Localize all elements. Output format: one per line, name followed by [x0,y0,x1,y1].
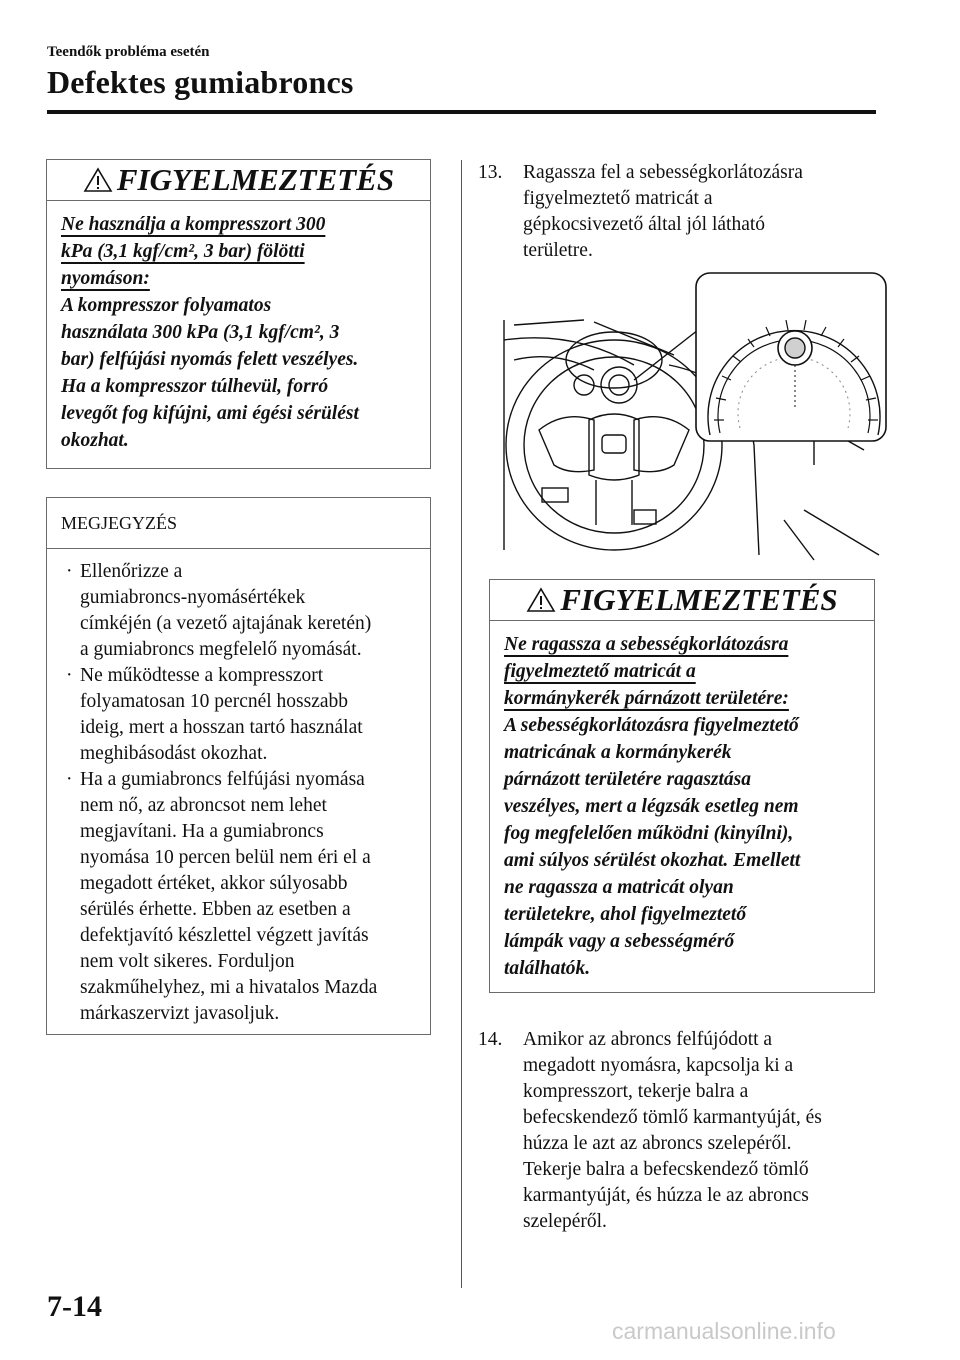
note-line: nyomása 10 percen belül nem éri el a [80,847,371,868]
warning-underlined-line: nyomáson: [61,268,150,289]
warning-text [490,621,874,982]
warning-line: párnázott területére ragasztása [504,769,752,790]
note-line: defektjavító készlettel végzett javítás [80,925,369,946]
bullet-dot-icon: · [66,769,73,790]
note-item [61,767,418,1027]
page-number: 7-14 [47,1290,102,1323]
warning-triangle-icon [526,587,556,613]
warning-underlined-line: Ne használja a kompresszort 300 [61,214,326,235]
step-13 [478,160,868,270]
note-line: sérülés érhette. Ebben az esetben a [80,899,351,920]
step-text [523,1027,822,1235]
step-14 [478,1027,868,1242]
step-text [523,160,803,264]
warning-line: matricának a kormánykerék [504,742,732,763]
note-header [47,498,430,549]
warning-line: találhatók. [504,958,591,979]
warning-box-sticker [489,579,875,993]
step-line: Amikor az abroncs felfújódott a [523,1029,773,1050]
step-number: 14. [478,1029,503,1050]
warning-line: fog megfelelően működni (kinyílni), [504,823,794,844]
warning-line: A sebességkorlátozásra figyelmeztető [504,715,799,736]
warning-text [47,201,430,454]
steering-wheel-speedometer-illustration [484,270,889,570]
warning-line: területekre, ahol figyelmeztető [504,904,747,925]
warning-line: ami súlyos sérülést okozhat. Emellett [504,850,801,871]
note-line: gumiabroncs-nyomásértékek [80,587,306,608]
note-line: márkaszervizt javasoljuk. [80,1003,280,1024]
note-line: nem nő, az abroncsot nem lehet [80,795,327,816]
note-line: folyamatosan 10 percnél hosszabb [80,691,349,712]
step-number: 13. [478,162,503,183]
step-line: karmantyúját, és húzza le az abroncs [523,1185,809,1206]
warning-line: veszélyes, mert a légzsák esetleg nem [504,796,799,817]
page-title: Defektes gumiabroncs [47,64,354,100]
note-line: címkéjén (a vezető ajtajának keretén) [80,613,372,634]
warning-heading: FIGYELMEZTETÉS [560,582,838,617]
note-box [46,497,431,1035]
note-item [61,663,418,767]
note-item [61,559,418,663]
title-rule [47,110,876,114]
warning-underlined-line: kormánykerék párnázott területére: [504,688,789,709]
warning-line: okozhat. [61,430,129,451]
bullet-dot-icon: · [66,561,73,582]
warning-line: Ha a kompresszor túlhevül, forró [61,376,329,397]
step-line: kompresszort, tekerje balra a [523,1081,749,1102]
note-line: Ellenőrizze a [80,561,183,582]
step-line: befecskendező tömlő karmantyúját, és [523,1107,822,1128]
watermark: carmanualsonline.info [612,1318,836,1344]
step-line: Tekerje balra a befecskendező tömlő [523,1159,809,1180]
step-line: húzza le azt az abroncs szelepéről. [523,1133,792,1154]
warning-underlined-line: figyelmeztető matricát a [504,661,696,682]
warning-line: használata 300 kPa (3,1 kgf/cm², 3 [61,322,340,343]
note-line: Ne működtesse a kompresszort [80,665,324,686]
warning-line: lámpák vagy a sebességmérő [504,931,735,952]
warning-line: A kompresszor folyamatos [61,295,272,316]
step-line: gépkocsivezető által jól látható [523,214,766,235]
warning-line: ne ragassza a matricát olyan [504,877,734,898]
step-line: Ragassza fel a sebességkorlátozásra [523,162,803,183]
column-divider [461,160,462,1288]
note-line: a gumiabroncs megfelelő nyomását. [80,639,362,660]
note-line: ideig, mert a hosszan tartó használat [80,717,363,738]
breadcrumb: Teendők probléma esetén [47,44,210,60]
note-line: meghibásodást okozhat. [80,743,268,764]
warning-line: levegőt fog kifújni, ami égési sérülést [61,403,359,424]
warning-underlined-line: kPa (3,1 kgf/cm², 3 bar) fölötti [61,241,305,262]
step-line: területre. [523,240,593,261]
warning-header [47,160,430,201]
warning-header [490,580,874,621]
note-text [47,549,430,1027]
note-heading: MEGJEGYZÉS [61,512,177,533]
warning-box-compressor [46,159,431,469]
bullet-dot-icon: · [66,665,73,686]
warning-heading: FIGYELMEZTETÉS [116,162,395,197]
step-line: szelepéről. [523,1211,607,1232]
note-line: nem volt sikeres. Forduljon [80,951,295,972]
note-line: megjavítani. Ha a gumiabroncs [80,821,324,842]
warning-underlined-line: Ne ragassza a sebességkorlátozásra [504,634,789,655]
warning-triangle-icon [83,167,113,193]
step-line: figyelmeztető matricát a [523,188,713,209]
warning-line: bar) felfújási nyomás felett veszélyes. [61,349,359,370]
note-line: megadott értéket, akkor súlyosabb [80,873,348,894]
note-line: Ha a gumiabroncs felfújási nyomása [80,769,365,790]
note-line: szakműhelyhez, mi a hivatalos Mazda [80,977,378,998]
step-line: megadott nyomásra, kapcsolja ki a [523,1055,794,1076]
